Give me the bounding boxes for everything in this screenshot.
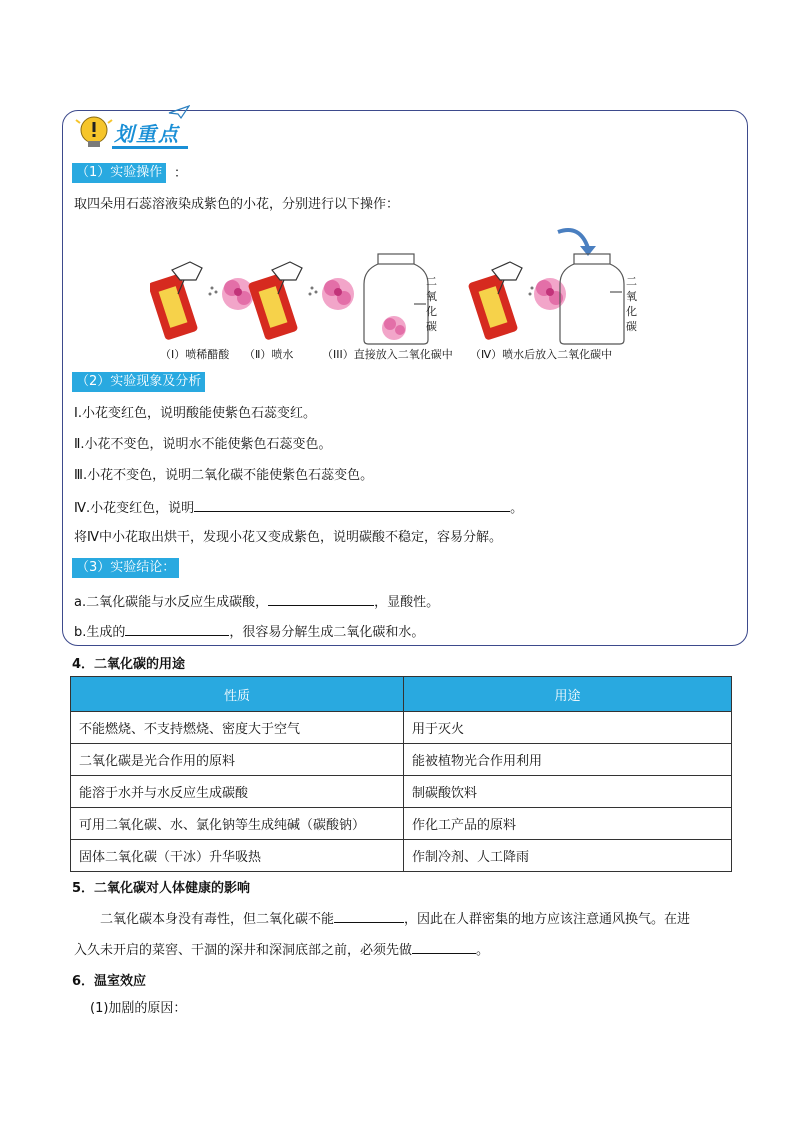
gas-jar-2-icon (560, 254, 624, 344)
table-cell: 固体二氧化碳（干冰）升华吸热 (71, 840, 404, 872)
operation-intro: 取四朵用石蕊溶液染成紫色的小花，分别进行以下操作： (74, 197, 400, 212)
operation-colon: ： (174, 166, 188, 181)
table-row (71, 744, 732, 776)
conclusion-a-suffix: ，显酸性。 (374, 595, 440, 610)
caption-3: （III）直接放入二氧化碳中 (322, 348, 453, 361)
health-p2-prefix: 入久未开启的菜窖、干涸的深井和深洞底部之前，必须先做 (74, 943, 413, 958)
paper-plane-icon (168, 104, 190, 120)
spray-bottle-2-icon (248, 262, 318, 341)
conclusion-b (74, 622, 424, 642)
column-header-use: 用途 (404, 677, 732, 712)
flower-2-icon (322, 278, 354, 310)
table-cell: 可用二氧化碳、水、氯化钠等生成纯碱（碳酸钠） (71, 808, 404, 840)
health-paragraph-line-2 (74, 940, 489, 960)
conclusion-b-prefix: b.生成的 (74, 625, 126, 640)
observation-line-3: Ⅲ.小花不变色，说明二氧化碳不能使紫色石蕊变色。 (74, 468, 374, 483)
curved-arrow-icon (558, 230, 596, 256)
answer-blank-3[interactable] (125, 622, 229, 636)
gas-jar-1-icon (364, 254, 428, 344)
section-tag-observation: （2）实验现象及分析 (72, 372, 205, 392)
answer-blank-5[interactable] (412, 940, 476, 954)
table-cell: 能溶于水并与水反应生成碳酸 (71, 776, 404, 808)
flower-3-icon (534, 278, 566, 310)
caption-1: （I）喷稀醋酸 (160, 348, 230, 361)
answer-blank-1[interactable] (194, 498, 510, 512)
table-row (71, 776, 732, 808)
table-cell: 不能燃烧、不支持燃烧、密度大于空气 (71, 712, 404, 744)
key-points-title: 划重点 (114, 122, 180, 146)
health-p2-suffix: 。 (476, 943, 490, 958)
health-p1-prefix: 二氧化碳本身没有毒性，但二氧化碳不能 (100, 912, 335, 927)
observation-line-2: Ⅱ.小花不变色，说明水不能使紫色石蕊变色。 (74, 437, 332, 452)
experiment-illustration (150, 222, 650, 352)
observation-line-1: Ⅰ.小花变红色，说明酸能使紫色石蕊变红。 (74, 406, 316, 421)
observation-line-5: 将Ⅳ中小花取出烘干，发现小花又变成紫色，说明碳酸不稳定，容易分解。 (74, 530, 502, 545)
table-row (71, 712, 732, 744)
conclusion-a-prefix: a.二氧化碳能与水反应生成碳酸， (74, 595, 269, 610)
lightbulb-icon (74, 114, 114, 150)
health-heading: 5．二氧化碳对人体健康的影响 (72, 881, 251, 896)
table-cell: 二氧化碳是光合作用的原料 (71, 744, 404, 776)
answer-blank-4[interactable] (334, 909, 404, 923)
section-tag-conclusion: （3）实验结论： (72, 558, 179, 578)
observation-line-4-suffix: 。 (510, 501, 524, 516)
health-p1-suffix: ，因此在人群密集的地方应该注意通风换气。在进 (404, 912, 691, 927)
title-underline (112, 146, 188, 149)
caption-2: （Ⅱ）喷水 (244, 348, 294, 361)
table-row (71, 808, 732, 840)
table-cell: 作化工产品的原料 (404, 808, 732, 840)
observation-line-4-prefix: Ⅳ.小花变红色，说明 (74, 501, 195, 516)
greenhouse-item-1: (1)加剧的原因： (90, 1001, 187, 1016)
jar-label-1: 二氧化碳 (426, 275, 437, 333)
conclusion-b-suffix: ，很容易分解生成二氧化碳和水。 (229, 625, 425, 640)
conclusion-a (74, 592, 439, 612)
column-header-property: 性质 (71, 677, 404, 712)
health-paragraph-line-1 (100, 909, 690, 929)
spray-bottle-3-icon (468, 262, 538, 341)
flower-1-icon (222, 278, 254, 310)
answer-blank-2[interactable] (268, 592, 374, 606)
greenhouse-heading: 6．温室效应 (72, 974, 147, 989)
uses-heading: 4．二氧化碳的用途 (72, 657, 186, 672)
spray-bottle-1-icon (150, 262, 218, 341)
table-cell: 用于灭火 (404, 712, 732, 744)
table-cell: 制碳酸饮料 (404, 776, 732, 808)
table-cell: 能被植物光合作用利用 (404, 744, 732, 776)
table-row (71, 840, 732, 872)
table-cell: 作制冷剂、人工降雨 (404, 840, 732, 872)
observation-line-4 (74, 498, 523, 518)
table-header-row (71, 677, 732, 712)
uses-table (70, 676, 732, 872)
section-tag-operation: （1）实验操作 (72, 163, 166, 183)
caption-4: （Ⅳ）喷水后放入二氧化碳中 (470, 348, 613, 361)
jar-label-2: 二氧化碳 (626, 275, 637, 333)
